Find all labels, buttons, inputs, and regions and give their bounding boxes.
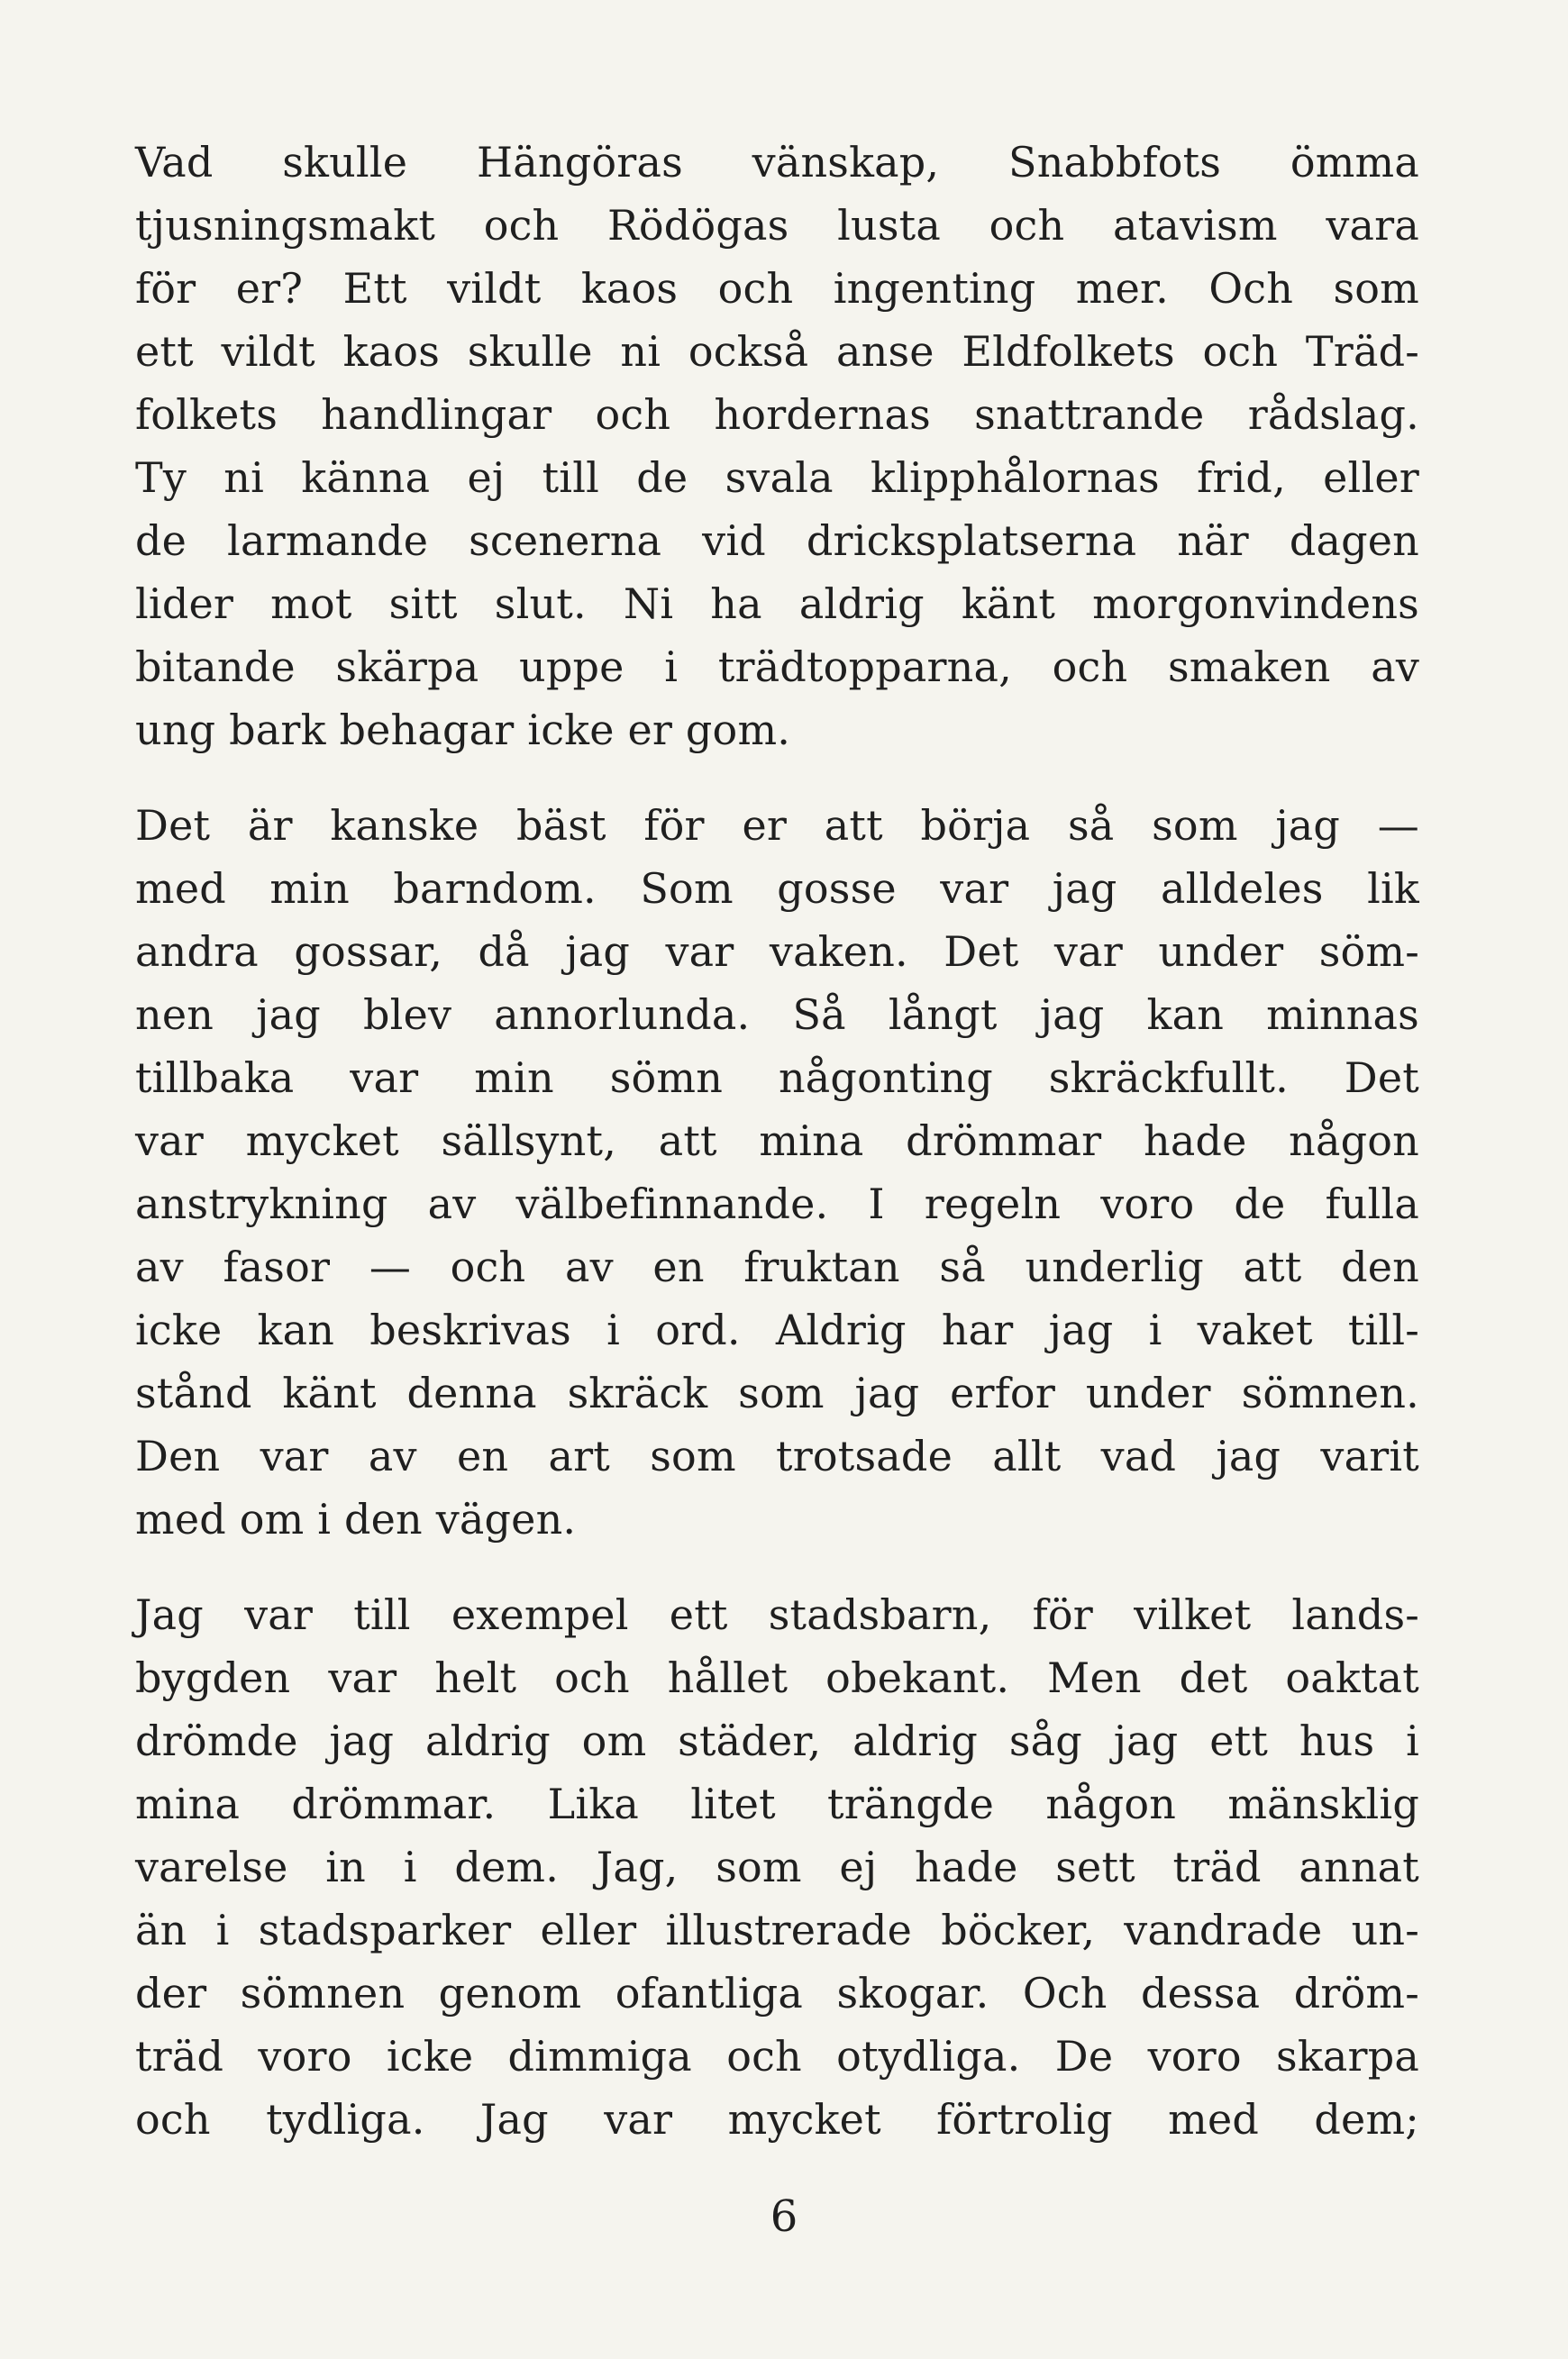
text-line: anstrykning av välbefinnande. I regeln voro de fulla: [135, 1180, 1419, 1228]
text-line: Jag var till exempel ett stadsbarn, för vilket lands-: [135, 1590, 1419, 1639]
text-line: de larmande scenerna vid dricksplatserna när dagen: [135, 516, 1419, 565]
text-line: Ty ni känna ej till de svala klipphålornas frid, eller: [135, 453, 1419, 502]
text-line: träd voro icke dimmiga och otydliga. De voro skarpa: [135, 2032, 1419, 2081]
text-line: der sömnen genom ofantliga skogar. Och dessa dröm-: [135, 1969, 1419, 2017]
page-number: 6: [770, 2191, 798, 2242]
text-line: icke kan beskrivas i ord. Aldrig har jag i vaket till-: [135, 1306, 1419, 1354]
text-line: folkets handlingar och hordernas snattrande rådslag.: [135, 390, 1419, 439]
text-line: Vad skulle Hängöras vänskap, Snabbfots ömma: [135, 138, 1419, 187]
text-line: än i stadsparker eller illustrerade böcker, vandrade un-: [135, 1906, 1419, 1954]
text-line: Det är kanske bäst för er att börja så som jag —: [135, 801, 1419, 850]
text-line: stånd känt denna skräck som jag erfor under sömnen.: [135, 1369, 1419, 1417]
text-line: lider mot sitt slut. Ni ha aldrig känt morgonvindens: [135, 579, 1419, 628]
text-line: bygden var helt och hållet obekant. Men det oaktat: [135, 1653, 1419, 1702]
text-line: mina drömmar. Lika litet trängde någon mänsklig: [135, 1780, 1419, 1828]
text-line: ung bark behagar icke er gom.: [135, 706, 791, 754]
text-line: och tydliga. Jag var mycket förtrolig med dem;: [135, 2095, 1419, 2144]
text-line: av fasor — och av en fruktan så underlig att den: [135, 1243, 1419, 1291]
text-line: för er? Ett vildt kaos och ingenting mer. Och som: [135, 264, 1419, 313]
text-line: bitande skärpa uppe i trädtopparna, och smaken av: [135, 642, 1419, 691]
text-line: tillbaka var min sömn någonting skräckfullt. Det: [135, 1053, 1419, 1102]
text-line: med min barndom. Som gosse var jag alldeles lik: [135, 864, 1419, 913]
text-line: Den var av en art som trotsade allt vad jag varit: [135, 1432, 1419, 1480]
text-line: med om i den vägen.: [135, 1495, 577, 1544]
text-line: varelse in i dem. Jag, som ej hade sett träd annat: [135, 1843, 1419, 1891]
text-line: ett vildt kaos skulle ni också anse Eldfolkets och Träd-: [135, 327, 1419, 376]
text-line: var mycket sällsynt, att mina drömmar hade någon: [135, 1116, 1419, 1165]
text-line: drömde jag aldrig om städer, aldrig såg jag ett hus i: [135, 1717, 1419, 1765]
text-line: tjusningsmakt och Rödögas lusta och atavism vara: [135, 201, 1419, 250]
text-line: andra gossar, då jag var vaken. Det var under söm-: [135, 927, 1419, 976]
text-line: nen jag blev annorlunda. Så långt jag kan minnas: [135, 990, 1419, 1039]
